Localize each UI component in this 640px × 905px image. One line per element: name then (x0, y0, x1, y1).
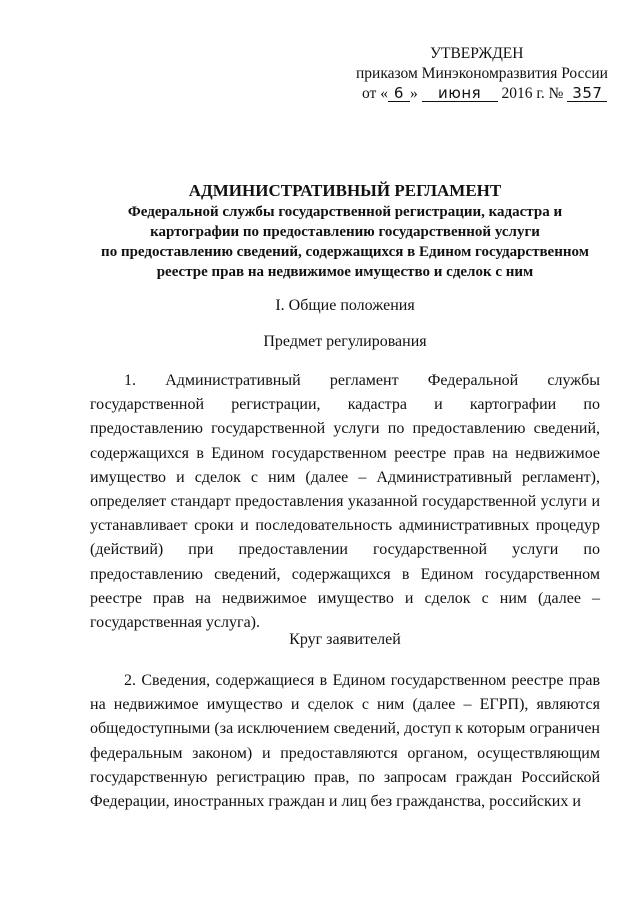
document-title-line: Федеральной службы государственной регистрации, кадастра и (127, 204, 563, 220)
document-title-main: АДМИНИСТРАТИВНЫЙ РЕГЛАМЕНТ (188, 181, 502, 200)
handwritten-day: 6 (388, 85, 410, 102)
date-year: 2016 г. № (501, 85, 564, 102)
subheading-applicants: Круг заявителей (289, 631, 401, 648)
date-mid: » (409, 85, 418, 102)
paragraph-2: 2. Сведения, содержащиеся в Едином государственном реестре прав на недвижимое имущество и сделок с ним (далее – ЕГРП), являются общедоступными (за исключением сведений, доступ к которым ограничен федеральным законом) и предоставляются органом, осуществляющим государственную регистрацию прав, по запросам граждан Российской Федерации, иностранных граждан и лиц без гражданства, российских и (90, 672, 600, 811)
handwritten-month: июня (422, 85, 498, 102)
approval-date-line (362, 84, 620, 104)
document-title (60, 180, 630, 282)
subheading-subject: Предмет регулирования (263, 333, 427, 350)
document-title-line: картографии по предоставлению государственной услуги (150, 224, 540, 240)
handwritten-order-number: 357 (567, 85, 607, 102)
section-heading: I. Общие положения (275, 297, 415, 314)
document-title-line: реестре прав на недвижимое имущество и сделок с ним (156, 264, 534, 280)
approval-title: УТВЕРЖДЕН (430, 45, 524, 62)
approval-order: приказом Минэкономразвития России (356, 65, 608, 82)
date-prefix: от « (362, 85, 388, 102)
approval-stamp (350, 44, 620, 104)
paragraph-1: 1. Административный регламент Федеральной службы государственной регистрации, кадастра и картографии по предоставлению государственной услуги по предоставлению сведений, содержащихся в Едином государственном реестре прав на недвижимое имущество и сделок с ним (далее – Административный регламент), определяет стандарт предоставления указанной государственной услуги и устанавливает сроки и последовательность административных процедур (действий) при предоставлении государственной услуги по предоставлению сведений, содержащихся в Едином государственном реестре прав на недвижимое имущество и сделок с ним (далее – государственная услуга). (90, 372, 600, 632)
document-title-line: по предоставлению сведений, содержащихся в Едином государственном (101, 244, 589, 260)
